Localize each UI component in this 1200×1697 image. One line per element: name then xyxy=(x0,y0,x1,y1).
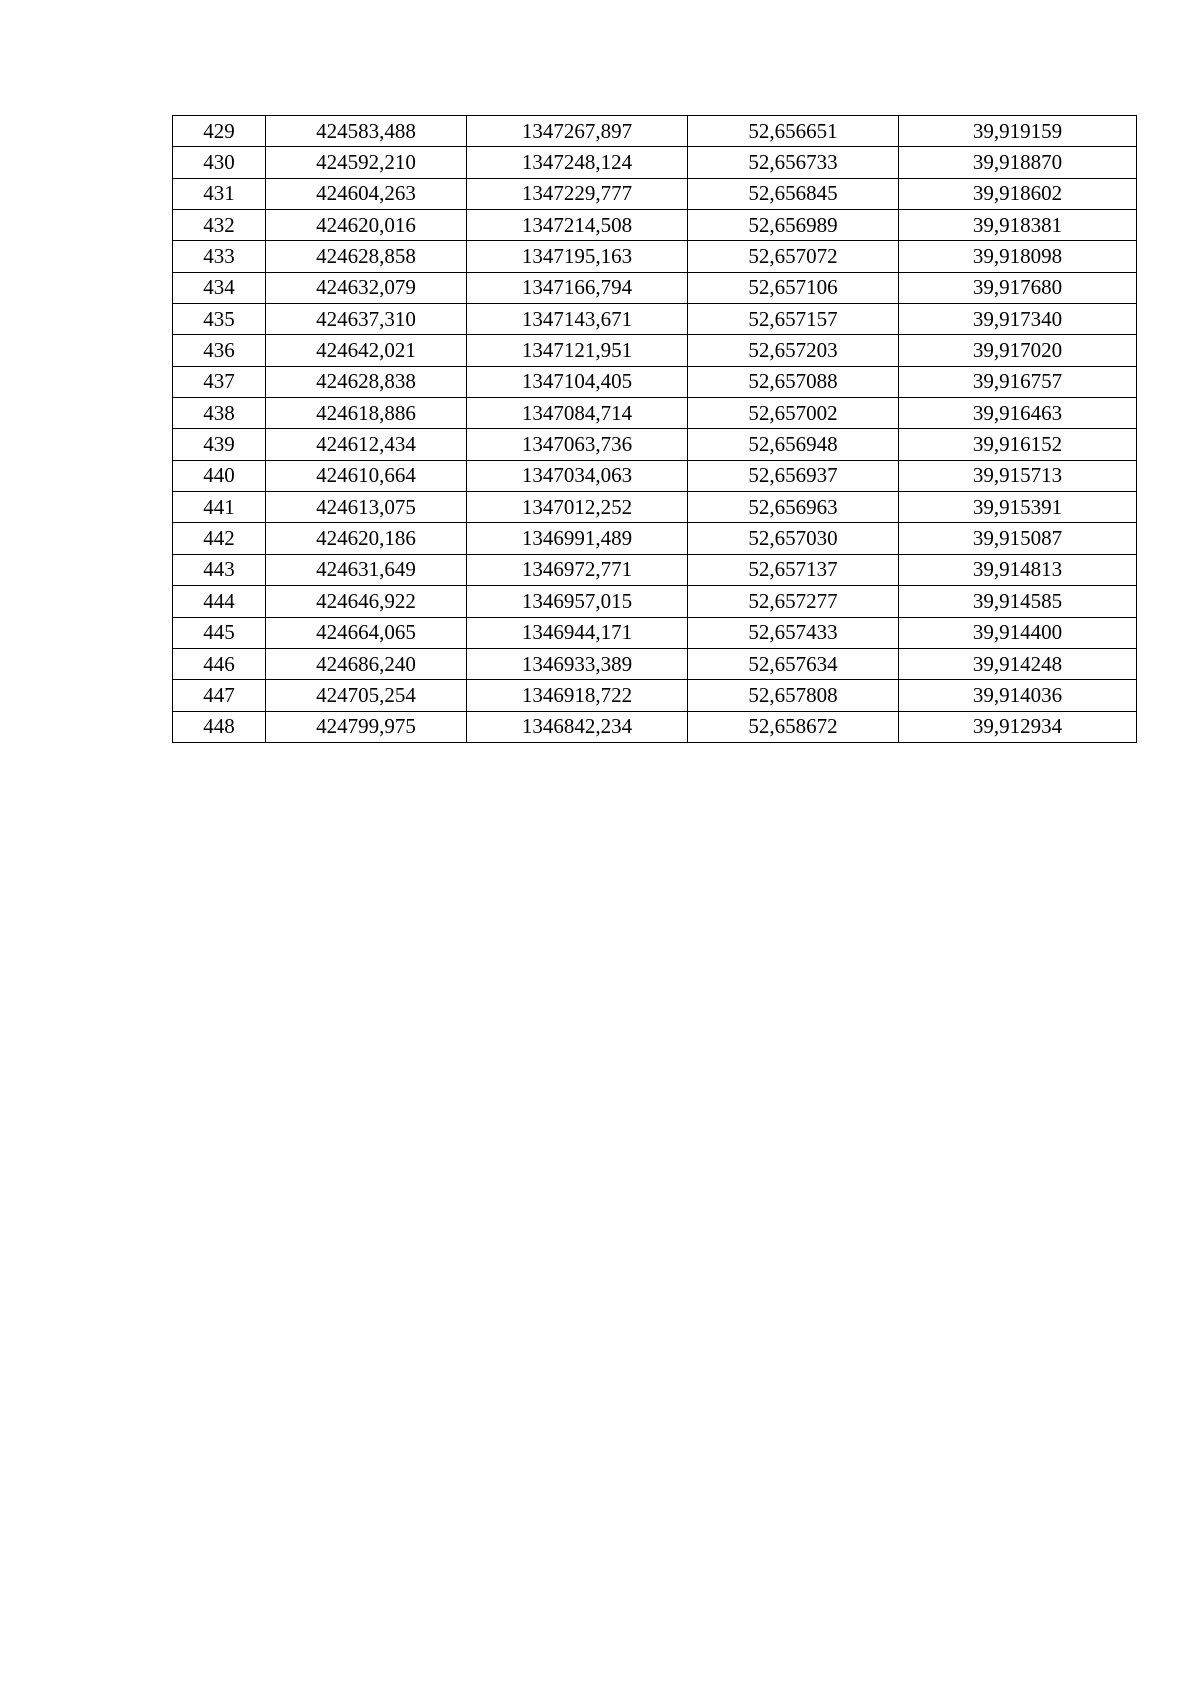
latitude-cell: 52,656948 xyxy=(688,429,899,460)
y-coordinate-cell: 1346957,015 xyxy=(467,586,688,617)
y-coordinate-cell: 1346972,771 xyxy=(467,554,688,585)
y-coordinate-cell: 1346842,234 xyxy=(467,711,688,742)
y-coordinate-cell: 1347166,794 xyxy=(467,272,688,303)
longitude-cell: 39,918870 xyxy=(899,147,1137,178)
table-row xyxy=(173,711,1137,742)
point-number-cell: 444 xyxy=(173,586,266,617)
table-row xyxy=(173,241,1137,272)
x-coordinate-cell: 424620,186 xyxy=(266,523,467,554)
latitude-cell: 52,657137 xyxy=(688,554,899,585)
y-coordinate-cell: 1346991,489 xyxy=(467,523,688,554)
x-coordinate-cell: 424637,310 xyxy=(266,304,467,335)
latitude-cell: 52,657088 xyxy=(688,366,899,397)
x-coordinate-cell: 424592,210 xyxy=(266,147,467,178)
latitude-cell: 52,656937 xyxy=(688,460,899,491)
table-row xyxy=(173,116,1137,147)
y-coordinate-cell: 1347012,252 xyxy=(467,492,688,523)
longitude-cell: 39,919159 xyxy=(899,116,1137,147)
latitude-cell: 52,657203 xyxy=(688,335,899,366)
point-number-cell: 438 xyxy=(173,398,266,429)
point-number-cell: 430 xyxy=(173,147,266,178)
latitude-cell: 52,657634 xyxy=(688,648,899,679)
latitude-cell: 52,657072 xyxy=(688,241,899,272)
x-coordinate-cell: 424628,838 xyxy=(266,366,467,397)
table-row xyxy=(173,523,1137,554)
longitude-cell: 39,915087 xyxy=(899,523,1137,554)
table-row xyxy=(173,586,1137,617)
table-row xyxy=(173,272,1137,303)
x-coordinate-cell: 424612,434 xyxy=(266,429,467,460)
point-number-cell: 445 xyxy=(173,617,266,648)
y-coordinate-cell: 1347063,736 xyxy=(467,429,688,460)
y-coordinate-cell: 1346918,722 xyxy=(467,680,688,711)
latitude-cell: 52,657030 xyxy=(688,523,899,554)
x-coordinate-cell: 424583,488 xyxy=(266,116,467,147)
x-coordinate-cell: 424642,021 xyxy=(266,335,467,366)
y-coordinate-cell: 1347267,897 xyxy=(467,116,688,147)
point-number-cell: 441 xyxy=(173,492,266,523)
longitude-cell: 39,912934 xyxy=(899,711,1137,742)
longitude-cell: 39,916463 xyxy=(899,398,1137,429)
longitude-cell: 39,917340 xyxy=(899,304,1137,335)
coordinates-table-body xyxy=(173,116,1137,743)
table-row xyxy=(173,460,1137,491)
table-row xyxy=(173,648,1137,679)
x-coordinate-cell: 424628,858 xyxy=(266,241,467,272)
table-row xyxy=(173,429,1137,460)
point-number-cell: 442 xyxy=(173,523,266,554)
y-coordinate-cell: 1347248,124 xyxy=(467,147,688,178)
latitude-cell: 52,656651 xyxy=(688,116,899,147)
longitude-cell: 39,915713 xyxy=(899,460,1137,491)
point-number-cell: 432 xyxy=(173,210,266,241)
longitude-cell: 39,914248 xyxy=(899,648,1137,679)
longitude-cell: 39,914400 xyxy=(899,617,1137,648)
point-number-cell: 439 xyxy=(173,429,266,460)
latitude-cell: 52,657106 xyxy=(688,272,899,303)
x-coordinate-cell: 424613,075 xyxy=(266,492,467,523)
longitude-cell: 39,916757 xyxy=(899,366,1137,397)
y-coordinate-cell: 1347143,671 xyxy=(467,304,688,335)
y-coordinate-cell: 1347229,777 xyxy=(467,178,688,209)
longitude-cell: 39,918602 xyxy=(899,178,1137,209)
x-coordinate-cell: 424686,240 xyxy=(266,648,467,679)
table-row xyxy=(173,178,1137,209)
point-number-cell: 447 xyxy=(173,680,266,711)
longitude-cell: 39,918381 xyxy=(899,210,1137,241)
table-row xyxy=(173,147,1137,178)
point-number-cell: 446 xyxy=(173,648,266,679)
table-row xyxy=(173,366,1137,397)
y-coordinate-cell: 1346944,171 xyxy=(467,617,688,648)
x-coordinate-cell: 424631,649 xyxy=(266,554,467,585)
point-number-cell: 436 xyxy=(173,335,266,366)
longitude-cell: 39,914585 xyxy=(899,586,1137,617)
x-coordinate-cell: 424610,664 xyxy=(266,460,467,491)
latitude-cell: 52,656989 xyxy=(688,210,899,241)
x-coordinate-cell: 424664,065 xyxy=(266,617,467,648)
longitude-cell: 39,916152 xyxy=(899,429,1137,460)
point-number-cell: 440 xyxy=(173,460,266,491)
y-coordinate-cell: 1347121,951 xyxy=(467,335,688,366)
longitude-cell: 39,918098 xyxy=(899,241,1137,272)
x-coordinate-cell: 424618,886 xyxy=(266,398,467,429)
latitude-cell: 52,657157 xyxy=(688,304,899,335)
latitude-cell: 52,656845 xyxy=(688,178,899,209)
table-row xyxy=(173,335,1137,366)
table-row xyxy=(173,492,1137,523)
y-coordinate-cell: 1347214,508 xyxy=(467,210,688,241)
coordinates-table xyxy=(172,115,1137,743)
longitude-cell: 39,915391 xyxy=(899,492,1137,523)
table-row xyxy=(173,398,1137,429)
point-number-cell: 443 xyxy=(173,554,266,585)
x-coordinate-cell: 424705,254 xyxy=(266,680,467,711)
x-coordinate-cell: 424799,975 xyxy=(266,711,467,742)
longitude-cell: 39,914036 xyxy=(899,680,1137,711)
table-row xyxy=(173,680,1137,711)
point-number-cell: 429 xyxy=(173,116,266,147)
x-coordinate-cell: 424632,079 xyxy=(266,272,467,303)
y-coordinate-cell: 1347104,405 xyxy=(467,366,688,397)
y-coordinate-cell: 1347034,063 xyxy=(467,460,688,491)
latitude-cell: 52,657002 xyxy=(688,398,899,429)
latitude-cell: 52,657433 xyxy=(688,617,899,648)
latitude-cell: 52,657277 xyxy=(688,586,899,617)
table-row xyxy=(173,554,1137,585)
y-coordinate-cell: 1346933,389 xyxy=(467,648,688,679)
point-number-cell: 433 xyxy=(173,241,266,272)
table-row xyxy=(173,617,1137,648)
latitude-cell: 52,656733 xyxy=(688,147,899,178)
point-number-cell: 448 xyxy=(173,711,266,742)
table-row xyxy=(173,304,1137,335)
x-coordinate-cell: 424604,263 xyxy=(266,178,467,209)
point-number-cell: 434 xyxy=(173,272,266,303)
longitude-cell: 39,917680 xyxy=(899,272,1137,303)
point-number-cell: 435 xyxy=(173,304,266,335)
y-coordinate-cell: 1347084,714 xyxy=(467,398,688,429)
longitude-cell: 39,914813 xyxy=(899,554,1137,585)
y-coordinate-cell: 1347195,163 xyxy=(467,241,688,272)
x-coordinate-cell: 424620,016 xyxy=(266,210,467,241)
latitude-cell: 52,658672 xyxy=(688,711,899,742)
point-number-cell: 431 xyxy=(173,178,266,209)
x-coordinate-cell: 424646,922 xyxy=(266,586,467,617)
table-row xyxy=(173,210,1137,241)
longitude-cell: 39,917020 xyxy=(899,335,1137,366)
latitude-cell: 52,657808 xyxy=(688,680,899,711)
point-number-cell: 437 xyxy=(173,366,266,397)
latitude-cell: 52,656963 xyxy=(688,492,899,523)
